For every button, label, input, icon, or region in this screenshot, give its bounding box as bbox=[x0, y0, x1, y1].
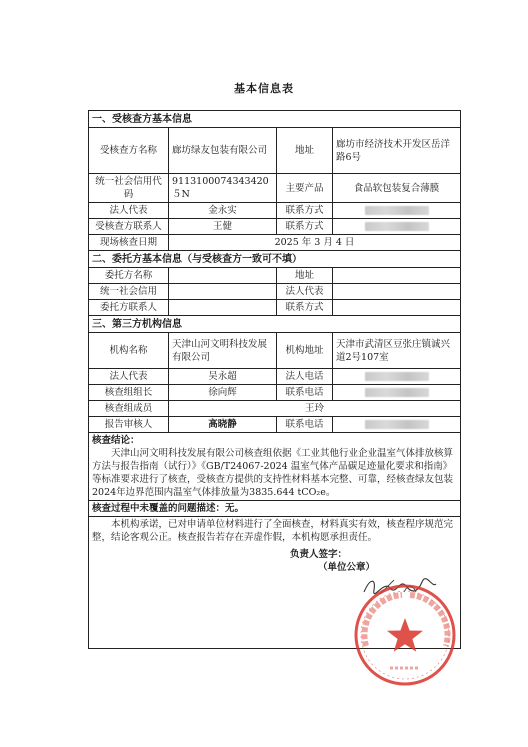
value-verified-contact: 王健 bbox=[169, 219, 277, 235]
row-members bbox=[89, 401, 461, 417]
value-team-leader: 徐向辉 bbox=[169, 385, 277, 401]
label-client-credit: 统一社会信用 bbox=[89, 284, 169, 300]
redacted-rep-contact bbox=[333, 203, 461, 219]
value-client-name bbox=[169, 268, 277, 284]
value-org-address: 天津市武清区豆张庄镇诚兴道2号107室 bbox=[333, 333, 461, 369]
section-verified-header: 一、受核查方基本信息 bbox=[89, 111, 461, 128]
label-org-name: 机构名称 bbox=[89, 333, 169, 369]
label-org-rep: 法人代表 bbox=[89, 369, 169, 385]
conclusion-heading: 核查结论： bbox=[92, 435, 140, 446]
value-org-rep: 吴永超 bbox=[169, 369, 277, 385]
redacted-reviewer-phone bbox=[333, 417, 461, 433]
label-verified-name: 受核查方名称 bbox=[89, 128, 169, 174]
issues-value: 无。 bbox=[225, 503, 245, 514]
row-verified-contact bbox=[89, 219, 461, 235]
label-contact-method: 联系方式 bbox=[277, 219, 333, 235]
promise-cell bbox=[89, 517, 461, 649]
label-client-contact: 委托方联系人 bbox=[89, 300, 169, 316]
label-legal-rep: 法人代表 bbox=[89, 203, 169, 219]
section-client-header: 二、委托方基本信息（与受核查方一致可不填） bbox=[89, 251, 461, 268]
label-inspection-date: 现场核查日期 bbox=[89, 235, 169, 251]
redacted-contact-method bbox=[333, 219, 461, 235]
value-client-address bbox=[333, 268, 461, 284]
row-inspection-date bbox=[89, 235, 461, 251]
row-client-contact bbox=[89, 300, 461, 316]
row-leader bbox=[89, 385, 461, 401]
value-org-name: 天津山河文明科技发展有限公司 bbox=[169, 333, 277, 369]
label-leader-phone: 联系电话 bbox=[277, 385, 333, 401]
row-verified-rep bbox=[89, 203, 461, 219]
row-issues bbox=[89, 501, 461, 517]
row-reviewer bbox=[89, 417, 461, 433]
value-reviewer: 高晓静 bbox=[169, 417, 277, 433]
row-verified-credit bbox=[89, 174, 461, 203]
row-org-rep bbox=[89, 369, 461, 385]
label-main-product: 主要产品 bbox=[277, 174, 333, 203]
label-org-address: 机构地址 bbox=[277, 333, 333, 369]
label-team-members: 核查组成员 bbox=[89, 401, 169, 417]
label-client-contact-method: 联系方式 bbox=[277, 300, 333, 316]
value-client-contact-method bbox=[333, 300, 461, 316]
label-verified-contact: 受核查方联系人 bbox=[89, 219, 169, 235]
conclusion-body: 天津山河文明科技发展有限公司核查组依据《工业其他行业企业温室气体排放核算方法与报告指南（试行）》《GB/T24067-2024 温室气体产品碳足迹量化要求和指南》等标准要求进行了核查，受核查方提供的支持性材料基本完整、可靠，经核查绿友包装2024年边界范围内温室气体排放量为3835.644 tCO₂e。 bbox=[92, 448, 454, 498]
label-client-address: 地址 bbox=[277, 268, 333, 284]
label-org-rep-phone: 法人电话 bbox=[277, 369, 333, 385]
redacted-leader-phone bbox=[333, 385, 461, 401]
value-client-contact bbox=[169, 300, 277, 316]
value-team-members: 王玲 bbox=[169, 401, 461, 417]
value-client-rep bbox=[333, 284, 461, 300]
row-promise bbox=[89, 517, 461, 649]
value-client-credit bbox=[169, 284, 277, 300]
label-credit-code: 统一社会信用代码 bbox=[89, 174, 169, 203]
value-legal-rep: 金永实 bbox=[169, 203, 277, 219]
label-reviewer: 报告审核人 bbox=[89, 417, 169, 433]
issues-label: 核查过程中未覆盖的问题描述： bbox=[92, 503, 226, 514]
label-client-rep: 法人代表 bbox=[277, 284, 333, 300]
label-reviewer-phone: 联系电话 bbox=[277, 417, 333, 433]
redacted-org-rep-phone bbox=[333, 369, 461, 385]
label-team-leader: 核查组组长 bbox=[89, 385, 169, 401]
section-third-party-header: 三、第三方机构信息 bbox=[89, 316, 461, 333]
row-verified-name bbox=[89, 128, 461, 174]
value-main-product: 食品软包装复合薄膜 bbox=[333, 174, 461, 203]
row-conclusion bbox=[89, 433, 461, 501]
signer-label: 负责人签字： bbox=[290, 549, 348, 560]
row-org bbox=[89, 333, 461, 369]
issues-cell bbox=[89, 501, 461, 517]
label-rep-contact: 联系方式 bbox=[277, 203, 333, 219]
label-verified-address: 地址 bbox=[277, 128, 333, 174]
value-verified-name: 廊坊绿友包装有限公司 bbox=[169, 128, 277, 174]
value-credit-code: 9113100074343420５N bbox=[169, 174, 277, 203]
label-client-name: 委托方名称 bbox=[89, 268, 169, 284]
row-client-credit bbox=[89, 284, 461, 300]
conclusion-cell bbox=[89, 433, 461, 501]
promise-body: 本机构承诺，已对申请单位材料进行了全面核查，材料真实有效，核查程序规范完整，结论客观公正。核查报告若存在弄虚作假，本机构愿承担责任。 bbox=[92, 519, 454, 543]
basic-info-table bbox=[88, 110, 461, 649]
row-client-name bbox=[89, 268, 461, 284]
unit-seal-label: （单位公章） bbox=[318, 562, 376, 573]
page-title: 基本信息表 bbox=[234, 82, 294, 95]
value-verified-address: 廊坊市经济技术开发区岳洋路6号 bbox=[333, 128, 461, 174]
value-inspection-date: 2025 年 3 月 4 日 bbox=[169, 235, 461, 251]
